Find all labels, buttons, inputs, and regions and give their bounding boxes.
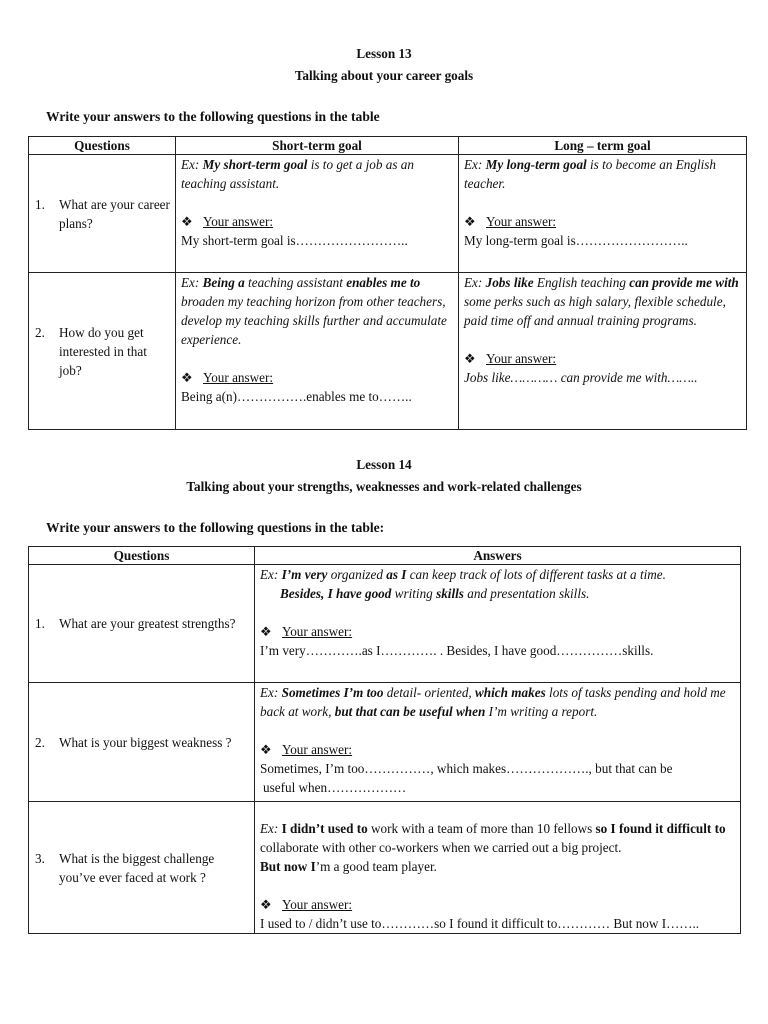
lesson14-table (28, 546, 741, 934)
short-term-cell (176, 155, 459, 273)
answer-blank[interactable]: Sometimes, I’m too……………, which makes………………., but that can be (260, 761, 673, 776)
table-header-row (29, 137, 747, 155)
your-answer-label: Your answer: (486, 214, 557, 229)
example-text: Ex: Sometimes I’m too detail- oriented, which makes lots of tasks pending and hold me back at work, but that can be useful when I’m writing a report. (260, 685, 726, 719)
answer-blank[interactable]: Jobs like………… can provide me with…….. (464, 370, 698, 385)
table-row (29, 273, 747, 430)
answer-blank[interactable]: My short-term goal is…………………….. (181, 233, 408, 248)
header-long-term: Long – term goal (459, 137, 747, 155)
lesson14-title: Talking about your strengths, weaknesses and work-related challenges (186, 479, 582, 494)
question-text: What is your biggest weakness ? (59, 734, 232, 750)
question-cell (29, 802, 255, 934)
header-answers: Answers (255, 547, 741, 565)
lesson13-instruction: Write your answers to the following questions in the table (46, 109, 380, 124)
question-text: What are your career plans? (59, 196, 170, 231)
question-number: 3. (35, 850, 45, 866)
answer-cell (255, 565, 741, 683)
lesson14-number: Lesson 14 (356, 457, 412, 472)
example-text: Ex: I’m very organized as I can keep track of lots of different tasks at a time. (260, 567, 666, 582)
example-text: Ex: Being a teaching assistant enables me to broaden my teaching horizon from other teachers, develop my teaching skills further and accumulate experience. (181, 275, 447, 347)
long-term-cell (459, 155, 747, 273)
header-short-term: Short-term goal (176, 137, 459, 155)
diamond-bullet-icon: ❖ (181, 370, 193, 385)
question-cell (29, 565, 255, 683)
answer-cell (255, 802, 741, 934)
lesson13-table (28, 136, 747, 430)
your-answer-label: Your answer: (203, 370, 274, 385)
diamond-bullet-icon: ❖ (260, 624, 272, 639)
long-term-cell (459, 273, 747, 430)
lesson13-number: Lesson 13 (356, 46, 412, 61)
example-text: Ex: My long-term goal is to become an English teacher. (464, 157, 717, 191)
answer-blank-continued[interactable]: useful when……………… (263, 780, 407, 795)
header-questions: Questions (29, 137, 176, 155)
table-row (29, 802, 741, 934)
question-cell (29, 155, 176, 273)
question-number: 2. (35, 324, 45, 340)
diamond-bullet-icon: ❖ (260, 742, 272, 757)
answer-cell (255, 683, 741, 802)
example-text: Ex: I didn’t used to work with a team of more than 10 fellows so I found it difficult to collaborate with other co-workers when we carried out a big project. (260, 821, 726, 855)
diamond-bullet-icon: ❖ (181, 214, 193, 229)
answer-blank[interactable]: Being a(n)…………….enables me to…….. (181, 389, 412, 404)
question-text: What is the biggest challenge you’ve ever faced at work ? (59, 850, 215, 885)
your-answer-label: Your answer: (486, 351, 557, 366)
table-row (29, 565, 741, 683)
question-number: 1. (35, 196, 45, 212)
diamond-bullet-icon: ❖ (260, 897, 272, 912)
question-number: 1. (35, 616, 45, 631)
lesson13-title: Talking about your career goals (294, 68, 474, 83)
diamond-bullet-icon: ❖ (464, 351, 476, 366)
question-text: How do you get interested in that job? (59, 324, 147, 378)
example-text-continued: Besides, I have good writing skills and presentation skills. (280, 586, 590, 601)
question-cell (29, 273, 176, 430)
your-answer-label: Your answer: (282, 624, 353, 639)
question-number: 2. (35, 734, 45, 750)
example-text-continued: But now I’m a good team player. (260, 859, 437, 874)
table-header-row (29, 547, 741, 565)
answer-blank[interactable]: I used to / didn’t use to…………so I found it difficult to………… But now I…….. (260, 916, 700, 931)
table-row (29, 683, 741, 802)
your-answer-label: Your answer: (282, 897, 353, 912)
question-text: What are your greatest strengths? (59, 616, 236, 631)
table-row (29, 155, 747, 273)
your-answer-label: Your answer: (282, 742, 353, 757)
answer-blank[interactable]: My long-term goal is…………………….. (464, 233, 688, 248)
question-cell (29, 683, 255, 802)
short-term-cell (176, 273, 459, 430)
lesson14-instruction: Write your answers to the following questions in the table: (46, 520, 385, 535)
your-answer-label: Your answer: (203, 214, 274, 229)
example-text: Ex: My short-term goal is to get a job as an teaching assistant. (181, 157, 414, 191)
header-questions: Questions (29, 547, 255, 565)
diamond-bullet-icon: ❖ (464, 214, 476, 229)
answer-blank[interactable]: I’m very………….as I…………. . Besides, I have good……………skills. (260, 643, 654, 658)
example-text: Ex: Jobs like English teaching can provide me with some perks such as high salary, flexible schedule, paid time off and annual training programs. (464, 275, 739, 328)
